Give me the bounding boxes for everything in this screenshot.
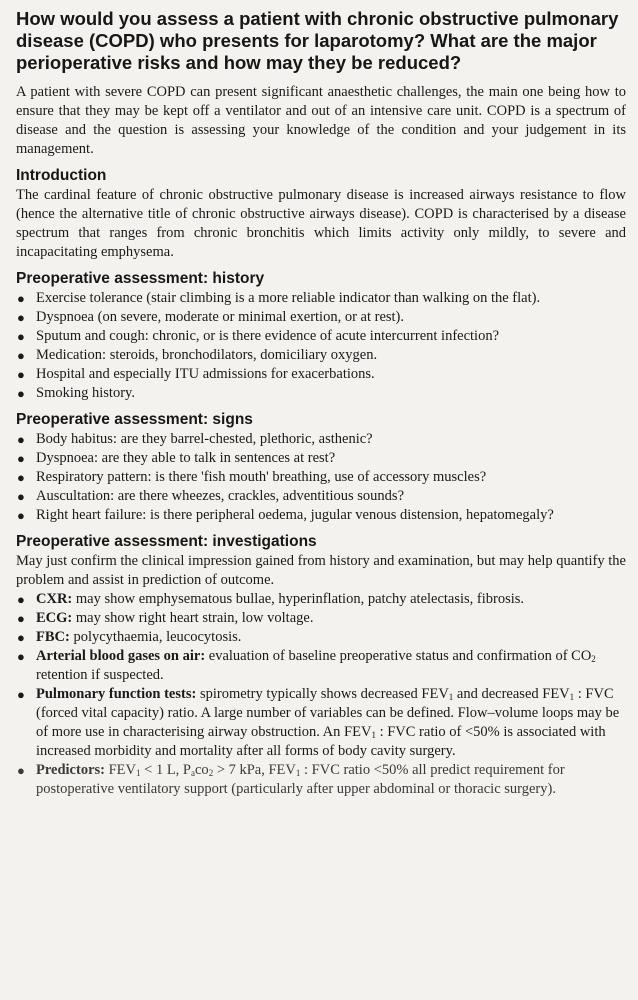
list-item: ● Body habitus: are they barrel-chested, plethoric, asthenic? (17, 431, 373, 447)
page-content (16, 8, 626, 799)
list-item: ● Medication: steroids, bronchodilators, domiciliary oxygen. (17, 347, 378, 363)
bullet-icon: ● (17, 386, 25, 401)
bullet-icon: ● (17, 649, 25, 664)
bullet-icon: ● (17, 329, 25, 344)
list-item: ● Pulmonary function tests: spirometry typically shows decreased $FEV_1$ and decreased $FEV_1$ : FVC (forced vital capacity) ratio. A large number of variables can be defined. Flow–volume loops may be of more use in characterising airway obstruction. An $FEV_1$ : FVC ratio of <50% is associated with increased morbidity and mortality after all forms of body cavity surgery. (17, 686, 620, 759)
bullet-icon: ● (17, 310, 25, 325)
history-list (16, 289, 626, 403)
bullet-icon: ● (17, 611, 25, 626)
bullet-icon: ● (17, 592, 25, 607)
investigations-text: May just confirm the clinical impression gained from history and examination, but may help quantify the problem and assist in prediction of outcome. (16, 553, 626, 588)
bullet-icon: ● (17, 687, 25, 702)
bullet-icon: ● (17, 508, 25, 523)
list-item: ● Dyspnoea (on severe, moderate or minimal exertion, or at rest). (17, 309, 405, 325)
introduction-text: The cardinal feature of chronic obstructive pulmonary disease is increased airways resistance to flow (hence the alternative title of chronic obstructive airways disease). COPD is characterised by a disease spectrum that ranges from chronic bronchitis which limits activity only mildly, to severe and incapacitating emphysema. (16, 187, 626, 260)
list-item: ● Auscultation: are there wheezes, crackles, adventitious sounds? (17, 488, 405, 504)
bullet-icon: ● (17, 291, 25, 306)
bullet-icon: ● (17, 348, 25, 363)
signs-list (16, 430, 626, 525)
signs-heading: Preoperative assessment: signs (16, 411, 253, 428)
list-item: ● Sputum and cough: chronic, or is there evidence of acute intercurrent infection? (17, 328, 500, 344)
list-item: ● Dyspnoea: are they able to talk in sentences at rest? (17, 450, 336, 466)
history-heading: Preoperative assessment: history (16, 270, 265, 287)
list-item: ● Smoking history. (17, 385, 135, 401)
list-item: ● CXR: may show emphysematous bullae, hyperinflation, patchy atelectasis, fibrosis. (17, 591, 525, 607)
investigations-heading: Preoperative assessment: investigations (16, 533, 317, 550)
page-title: How would you assess a patient with chronic obstructive pulmonary disease (COPD) who presents for laparotomy? What are the major perioperative risks and how may they be reduced? (16, 8, 619, 73)
bullet-icon: ● (17, 367, 25, 382)
bullet-icon: ● (17, 451, 25, 466)
bullet-icon: ● (17, 489, 25, 504)
intro-paragraph: A patient with severe COPD can present significant anaesthetic challenges, the main one being how to ensure that they may be kept off a ventilator and out of an intensive care unit. COPD is a spectrum of disease and the question is assessing your knowledge of the condition and your judgement in its management. (16, 84, 626, 157)
list-item: ● Arterial blood gases on air: evaluation of baseline preoperative status and confirmation of $CO_2$ retention if suspected. (17, 648, 596, 683)
list-item: ● Respiratory pattern: is there 'fish mouth' breathing, use of accessory muscles? (17, 469, 487, 485)
bullet-icon: ● (17, 470, 25, 485)
list-item: ● ECG: may show right heart strain, low voltage. (17, 610, 314, 626)
list-item: ● Hospital and especially ITU admissions for exacerbations. (17, 366, 375, 382)
list-item: ● FBC: polycythaemia, leucocytosis. (17, 629, 242, 645)
bullet-icon: ● (17, 763, 25, 778)
list-item: ● Right heart failure: is there peripheral oedema, jugular venous distension, hepatomegaly? (17, 507, 554, 523)
list-item: ● Exercise tolerance (stair climbing is a more reliable indicator than walking on the flat). (17, 290, 541, 306)
introduction-heading: Introduction (16, 167, 107, 184)
bullet-icon: ● (17, 630, 25, 645)
list-item: ● Predictors: $FEV_1 < 1$ L, $P_aco_2 > 7$ kPa, $FEV_1$ : FVC ratio <50% all predict requirement for postoperative ventilatory support (particularly after upper abdominal or thoracic surgery). (17, 762, 565, 797)
bullet-icon: ● (17, 432, 25, 447)
investigations-list (16, 590, 626, 799)
